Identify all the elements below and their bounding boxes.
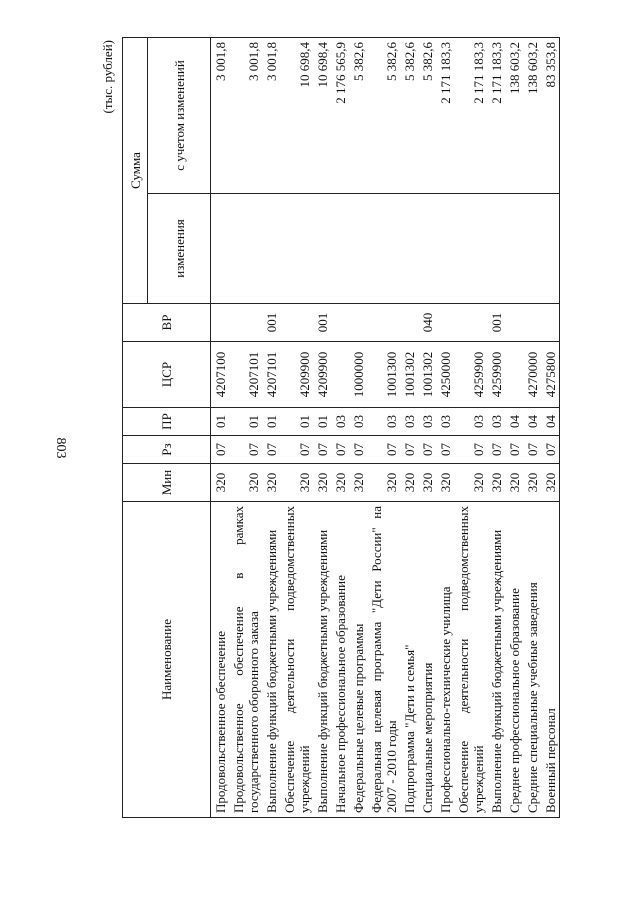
cell-pr: 03 <box>367 408 400 436</box>
cell-rz: 07 <box>418 436 436 464</box>
row-name <box>418 502 436 818</box>
cell-changes <box>487 194 505 304</box>
cell-rz: 07 <box>280 436 313 464</box>
cell-min: 320 <box>418 464 436 502</box>
cell-vr: 001 <box>487 304 505 342</box>
row-name-line: Специальные мероприятия <box>420 662 435 813</box>
cell-total: 2 171 183,3 <box>454 38 487 194</box>
cell-pr: 03 <box>454 408 487 436</box>
cell-pr: 01 <box>262 408 280 436</box>
cell-total: 2 171 183,3 <box>487 38 505 194</box>
cell-changes <box>229 194 262 304</box>
cell-vr <box>400 304 418 342</box>
row-name-line: Продовольственное обеспечение <box>213 631 228 813</box>
table-row <box>211 38 230 818</box>
cell-pr: 03 <box>487 408 505 436</box>
cell-rz: 07 <box>454 436 487 464</box>
cell-csr <box>331 342 349 408</box>
cell-csr: 1000000 <box>349 342 367 408</box>
cell-vr: 001 <box>313 304 331 342</box>
table-row <box>280 38 313 818</box>
cell-min: 320 <box>436 464 454 502</box>
table-row <box>523 38 541 818</box>
table-row <box>541 38 560 818</box>
cell-changes <box>454 194 487 304</box>
cell-total: 10 698,4 <box>313 38 331 194</box>
row-name-line: Федеральные целевые программы <box>351 623 366 813</box>
cell-pr: 03 <box>418 408 436 436</box>
row-name-line: Начальное профессиональное образование <box>333 575 348 813</box>
row-name-line: учреждений <box>471 745 486 813</box>
cell-changes <box>280 194 313 304</box>
cell-csr: 4207101 <box>262 342 280 408</box>
cell-changes <box>331 194 349 304</box>
row-name-line: государственного оборонного заказа <box>246 611 261 813</box>
cell-min: 320 <box>262 464 280 502</box>
row-name <box>313 502 331 818</box>
row-name <box>280 502 313 818</box>
cell-min: 320 <box>280 464 313 502</box>
cell-rz: 07 <box>436 436 454 464</box>
cell-changes <box>367 194 400 304</box>
cell-rz: 07 <box>331 436 349 464</box>
cell-changes <box>400 194 418 304</box>
table-row <box>505 38 523 818</box>
row-name <box>331 502 349 818</box>
table-row <box>454 38 487 818</box>
table-row <box>400 38 418 818</box>
header-min: Мин <box>123 464 211 502</box>
cell-csr: 4259900 <box>487 342 505 408</box>
cell-csr: 1001302 <box>418 342 436 408</box>
cell-csr <box>505 342 523 408</box>
cell-vr: 040 <box>418 304 436 342</box>
cell-rz: 07 <box>523 436 541 464</box>
cell-csr: 4275800 <box>541 342 560 408</box>
cell-min: 320 <box>331 464 349 502</box>
cell-vr <box>331 304 349 342</box>
cell-rz: 07 <box>505 436 523 464</box>
cell-changes <box>349 194 367 304</box>
table-row <box>331 38 349 818</box>
row-name-line: Военный персонал <box>543 708 558 813</box>
cell-rz: 07 <box>400 436 418 464</box>
cell-changes <box>541 194 560 304</box>
cell-rz: 07 <box>211 436 230 464</box>
cell-total: 5 382,6 <box>418 38 436 194</box>
cell-total: 5 382,6 <box>367 38 400 194</box>
cell-total: 10 698,4 <box>280 38 313 194</box>
header-sum: Сумма <box>123 38 148 304</box>
cell-min: 320 <box>487 464 505 502</box>
cell-changes <box>262 194 280 304</box>
header-rz: Рз <box>123 436 211 464</box>
row-name-line: Федеральная целевая программа "Дети России" на <box>369 506 384 813</box>
cell-total: 138 603,2 <box>505 38 523 194</box>
row-name-line: Средние специальные учебные заведения <box>525 582 540 813</box>
cell-total: 138 603,2 <box>523 38 541 194</box>
cell-csr: 4259900 <box>454 342 487 408</box>
row-name-line: 2007 - 2010 годы <box>384 720 399 813</box>
cell-changes <box>313 194 331 304</box>
cell-changes <box>523 194 541 304</box>
cell-min: 320 <box>229 464 262 502</box>
row-name-line: Обеспечение деятельности подведомственных <box>456 506 471 813</box>
cell-vr <box>436 304 454 342</box>
cell-csr: 4209900 <box>280 342 313 408</box>
table-row <box>313 38 331 818</box>
cell-total: 5 382,6 <box>349 38 367 194</box>
cell-rz: 07 <box>262 436 280 464</box>
cell-csr: 4207101 <box>229 342 262 408</box>
cell-total: 3 001,8 <box>262 38 280 194</box>
cell-rz: 07 <box>541 436 560 464</box>
cell-pr: 03 <box>436 408 454 436</box>
header-csr: ЦСР <box>123 342 211 408</box>
row-name <box>400 502 418 818</box>
cell-min: 320 <box>523 464 541 502</box>
cell-csr: 4270000 <box>523 342 541 408</box>
page-number: 803 <box>53 437 68 459</box>
cell-pr: 03 <box>349 408 367 436</box>
header-changes: изменения <box>148 194 211 304</box>
cell-pr: 01 <box>211 408 230 436</box>
table-row <box>367 38 400 818</box>
cell-pr: 04 <box>541 408 560 436</box>
cell-csr: 4250000 <box>436 342 454 408</box>
cell-total: 2 171 183,3 <box>436 38 454 194</box>
cell-rz: 07 <box>349 436 367 464</box>
table-row <box>418 38 436 818</box>
cell-total: 3 001,8 <box>229 38 262 194</box>
row-name-line: Обеспечение деятельности подведомственных <box>282 506 297 813</box>
cell-total: 5 382,6 <box>400 38 418 194</box>
header-pr: ПР <box>123 408 211 436</box>
rotated-sheet <box>100 38 610 818</box>
cell-rz: 07 <box>487 436 505 464</box>
cell-pr: 01 <box>229 408 262 436</box>
cell-vr <box>367 304 400 342</box>
cell-csr: 4207100 <box>211 342 230 408</box>
row-name <box>523 502 541 818</box>
row-name <box>436 502 454 818</box>
row-name <box>211 502 230 818</box>
cell-rz: 07 <box>367 436 400 464</box>
row-name-line: Профессионально-технические училища <box>438 586 453 813</box>
row-name-line: Выполнение функций бюджетными учреждениями <box>489 529 504 813</box>
row-name-line: Продовольственное обеспечение в рамках <box>231 506 246 813</box>
table-row <box>229 38 262 818</box>
cell-vr <box>211 304 230 342</box>
table-body <box>211 38 560 818</box>
cell-pr: 01 <box>280 408 313 436</box>
cell-pr: 04 <box>505 408 523 436</box>
cell-pr: 04 <box>523 408 541 436</box>
row-name-line: Выполнение функций бюджетными учреждениями <box>315 529 330 813</box>
cell-min: 320 <box>349 464 367 502</box>
header-vr: ВР <box>123 304 211 342</box>
cell-total: 83 353,8 <box>541 38 560 194</box>
cell-pr: 03 <box>331 408 349 436</box>
cell-vr <box>454 304 487 342</box>
cell-csr: 4209900 <box>313 342 331 408</box>
cell-total: 3 001,8 <box>211 38 230 194</box>
row-name <box>541 502 560 818</box>
cell-rz: 07 <box>313 436 331 464</box>
cell-changes <box>418 194 436 304</box>
cell-min: 320 <box>211 464 230 502</box>
row-name-line: Выполнение функций бюджетными учреждениями <box>264 529 279 813</box>
cell-csr: 1001302 <box>400 342 418 408</box>
row-name <box>487 502 505 818</box>
header-name: Наименование <box>123 502 211 818</box>
row-name-line: учреждений <box>297 745 312 813</box>
row-name <box>454 502 487 818</box>
cell-vr <box>505 304 523 342</box>
cell-pr: 01 <box>313 408 331 436</box>
cell-pr: 03 <box>400 408 418 436</box>
cell-vr: 001 <box>262 304 280 342</box>
cell-min: 320 <box>313 464 331 502</box>
cell-vr <box>541 304 560 342</box>
cell-vr <box>523 304 541 342</box>
row-name <box>262 502 280 818</box>
cell-min: 320 <box>367 464 400 502</box>
table-row <box>262 38 280 818</box>
row-name <box>349 502 367 818</box>
row-name <box>367 502 400 818</box>
table-row <box>487 38 505 818</box>
cell-vr <box>280 304 313 342</box>
cell-min: 320 <box>400 464 418 502</box>
table-row <box>349 38 367 818</box>
cell-min: 320 <box>454 464 487 502</box>
row-name-line: Подпрограмма "Дети и семья" <box>402 644 417 813</box>
cell-vr <box>349 304 367 342</box>
cell-rz: 07 <box>229 436 262 464</box>
cell-total: 2 176 565,9 <box>331 38 349 194</box>
cell-csr: 1001300 <box>367 342 400 408</box>
cell-changes <box>505 194 523 304</box>
row-name-line: Среднее профессиональное образование <box>507 588 522 813</box>
table-header <box>123 38 211 818</box>
cell-changes <box>436 194 454 304</box>
row-name <box>229 502 262 818</box>
cell-min: 320 <box>541 464 560 502</box>
cell-min: 320 <box>505 464 523 502</box>
cell-changes <box>211 194 230 304</box>
cell-vr <box>229 304 262 342</box>
budget-table <box>122 37 560 818</box>
header-with-changes: с учетом изменений <box>148 38 211 194</box>
table-row <box>436 38 454 818</box>
row-name <box>505 502 523 818</box>
units-label: (тыс. рублей) <box>100 40 115 114</box>
